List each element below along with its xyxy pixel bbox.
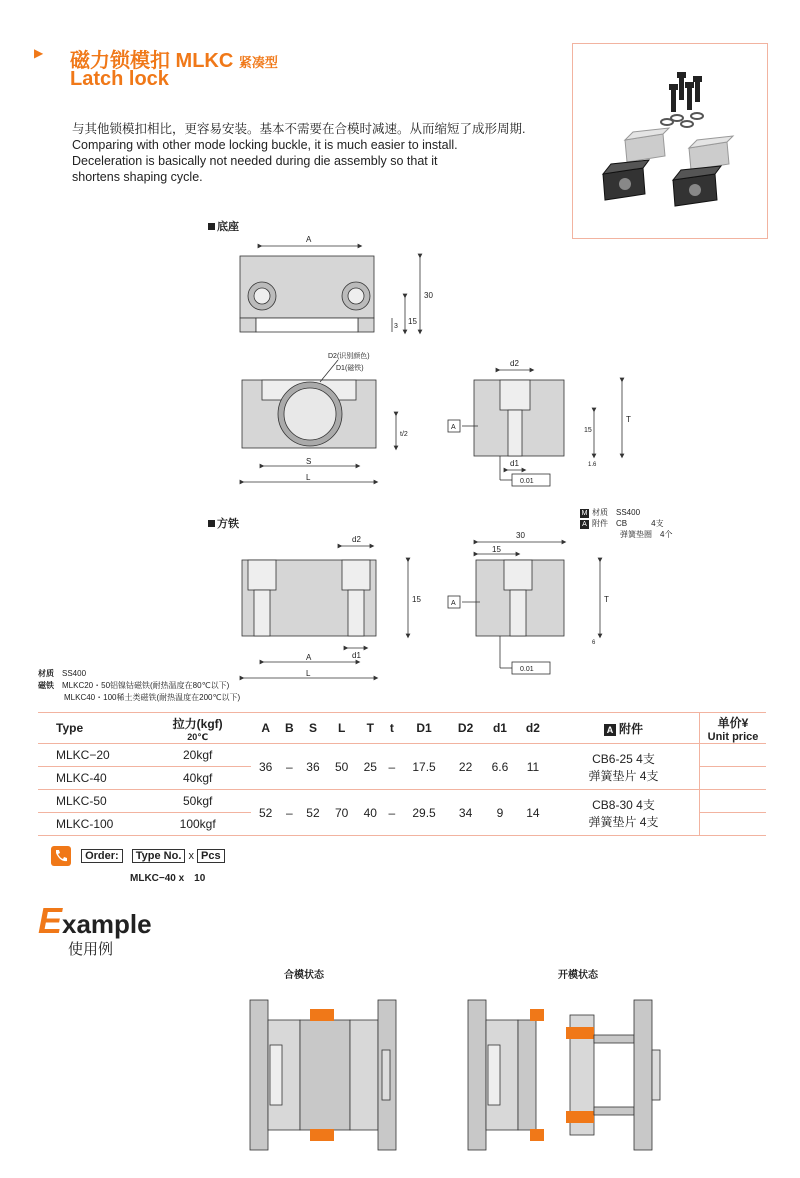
dim-label-15-block-side: 15	[492, 545, 501, 554]
dim-label-t: t/2	[400, 431, 408, 438]
accessory-a-icon: A	[604, 724, 616, 736]
order-type-no: Type No.	[132, 849, 186, 863]
dim-label-S: S	[306, 457, 312, 466]
title-zh-main: 磁力锁模扣 MLKC	[70, 50, 234, 72]
dim-label-15-block: 15	[412, 595, 421, 604]
col-t: t	[385, 713, 399, 744]
table-row: MLKC−20 20kgf 36 – 36 50 25 – 17.5 22 6.6 11 CB6-25 4支 弹簧垫片 4支	[38, 744, 766, 767]
col-A: A	[251, 713, 280, 744]
dim-label-D1: D1(磁铁)	[336, 365, 364, 372]
title-zh-sub: 紧凑型	[238, 55, 278, 70]
order-pcs: Pcs	[197, 849, 225, 863]
technical-drawings	[0, 230, 800, 690]
bullet-arrow-icon: ▶	[34, 46, 44, 60]
dim-label-D2: D2(识别颜色)	[328, 353, 370, 360]
material-m-icon: M	[581, 510, 588, 517]
col-accessory: A 附件	[548, 713, 700, 744]
col-D2: D2	[449, 713, 482, 744]
description-zh: 与其他锁模扣相比，更容易安装。基本不需要在合模时减速。从而缩短了成形周期.	[72, 122, 526, 136]
price-cell	[700, 767, 767, 790]
material-note: 材质 SS400 磁铁 MLKC20・50铝镍钴磁铁(耐热温度在80℃以下) MLKC40・100稀土类磁铁(耐热温度在200℃以下)	[38, 669, 241, 702]
description-en-3: shortens shaping cycle.	[72, 170, 203, 184]
order-section	[50, 845, 225, 884]
col-price: 单价¥ Unit price	[700, 713, 767, 744]
description-en-1: Comparing with other mode locking buckle, it is much easier to install.	[72, 138, 458, 152]
tolerance-label: 0.01	[520, 478, 534, 485]
dim-label-A: A	[306, 235, 312, 244]
section-base-label: 底座	[208, 218, 239, 234]
col-S: S	[299, 713, 328, 744]
table-header-row	[38, 713, 766, 744]
order-example: MLKC−40 x 10	[130, 873, 206, 884]
col-d2: d2	[518, 713, 548, 744]
price-cell	[700, 813, 767, 836]
dim-label-A-block: A	[306, 653, 312, 662]
col-B: B	[280, 713, 299, 744]
caption-closed: 合模状态	[284, 970, 324, 981]
order-label: Order:	[81, 849, 123, 863]
accessory-cell: CB6-25 4支 弹簧垫片 4支	[548, 744, 700, 790]
table-row: MLKC-50 50kgf 52 – 52 70 40 – 29.5 34 9 14 CB8-30 4支 弹簧垫片 4支	[38, 790, 766, 813]
col-T: T	[356, 713, 385, 744]
col-pull: 拉力(kgf) 20℃	[144, 713, 251, 744]
chamfer-label-block: 6	[592, 640, 596, 646]
dim-label-30: 30	[424, 291, 433, 300]
price-cell	[700, 744, 767, 767]
table-row: MLKC-40 40kgf	[38, 767, 766, 790]
title-en: Latch lock	[70, 68, 169, 90]
accessory-cell: CB8-30 4支 弹簧垫片 4支	[548, 790, 700, 836]
product-photo	[572, 43, 768, 239]
material-note-right: M 材质 SS400 A 附件 CB 4支 弹簧垫圈 4个	[581, 508, 673, 539]
roughness-label: 1.6	[588, 462, 597, 468]
datum-label: A	[451, 424, 456, 431]
dim-label-3: 3	[394, 323, 398, 330]
dim-label-d1-block: d1	[352, 651, 361, 660]
accessory-a-icon: A	[580, 520, 589, 529]
spec-table	[38, 712, 766, 836]
col-type: Type	[38, 713, 144, 744]
price-cell	[700, 790, 767, 813]
example-heading: Example	[38, 900, 152, 941]
col-L: L	[327, 713, 356, 744]
dim-label-15-side: 15	[584, 427, 592, 434]
dim-label-30-block: 30	[516, 531, 525, 540]
dim-label-L: L	[306, 473, 311, 482]
tolerance-label-block: 0.01	[520, 666, 534, 673]
section-block-label: 方铁	[208, 515, 239, 531]
col-d1: d1	[482, 713, 518, 744]
dim-label-d2-block: d2	[352, 535, 361, 544]
dim-label-d2: d2	[510, 359, 519, 368]
usage-illustration	[240, 995, 680, 1155]
dim-label-d1: d1	[510, 459, 519, 468]
datum-label-block: A	[451, 600, 456, 607]
caption-open: 开模状态	[558, 970, 598, 981]
dim-label-15: 15	[408, 317, 417, 326]
dim-label-T-block: T	[604, 595, 609, 604]
order-times: x	[188, 849, 194, 862]
description-en-2: Deceleration is basically not needed during die assembly so that it	[72, 154, 438, 168]
phone-icon	[50, 845, 72, 867]
dim-label-L-block: L	[306, 669, 311, 678]
dim-label-T: T	[626, 415, 631, 424]
description	[72, 121, 542, 185]
product-photo-illustration	[573, 44, 767, 238]
square-bullet-icon	[208, 223, 215, 230]
example-zh: 使用例	[68, 941, 114, 958]
table-row: MLKC-100 100kgf	[38, 813, 766, 836]
col-D1: D1	[399, 713, 449, 744]
